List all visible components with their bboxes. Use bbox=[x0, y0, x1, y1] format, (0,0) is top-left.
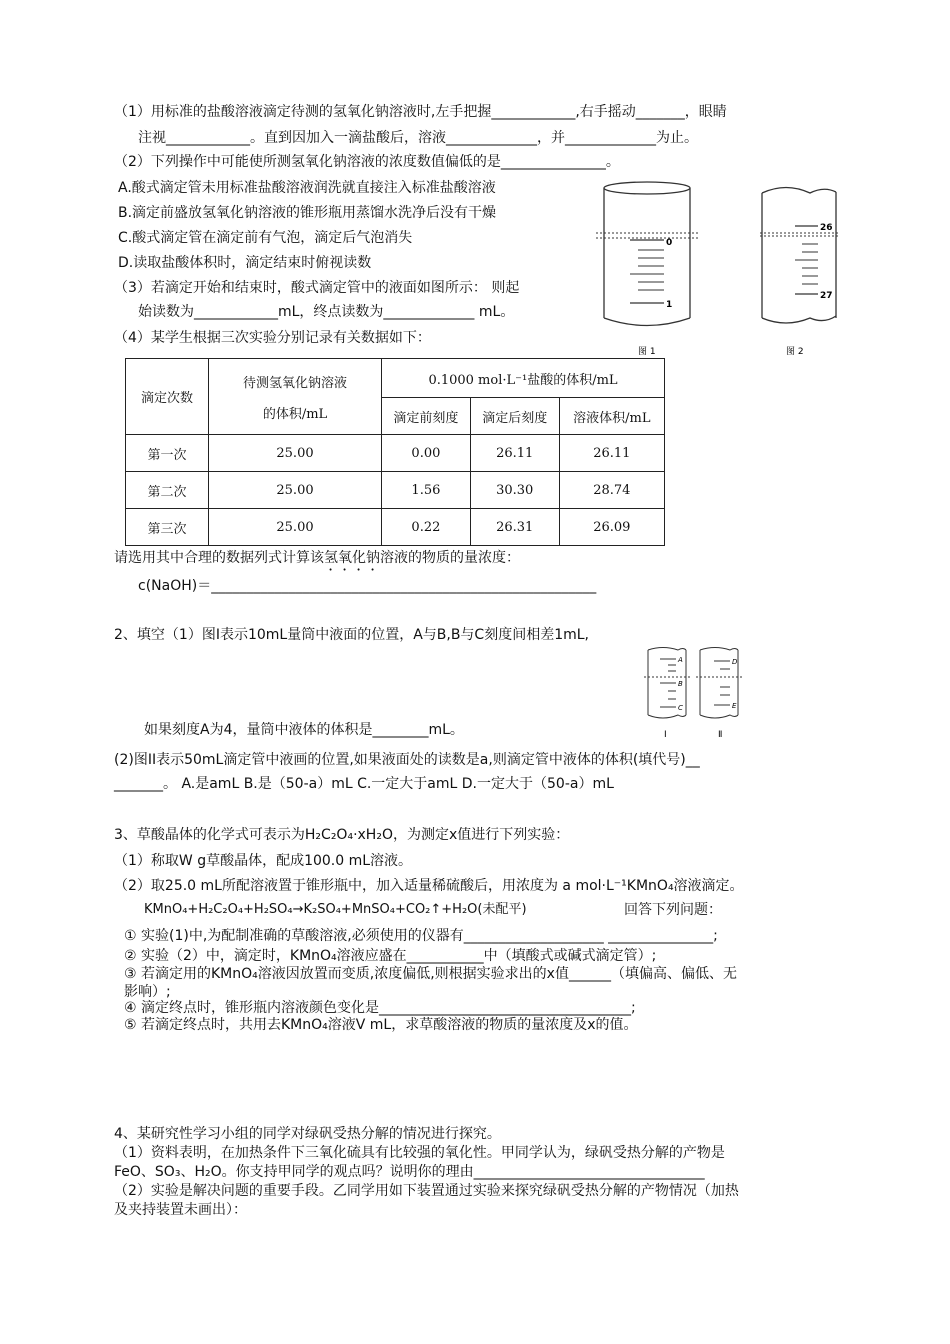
q1-line12: c(NaOH)＝_______________________________________________________ bbox=[138, 578, 597, 594]
fig2-tick-27: 27 bbox=[820, 291, 833, 301]
q2-line1: 2、填空（1）图Ⅰ表示10mL量筒中液面的位置，A与B,B与C刻度间相差1mL, bbox=[114, 627, 590, 643]
q2-line3: (2)图II表示50mL滴定管中液画的位置,如果液面处的读数是a,则滴定管中液体的体积(填代号)__ bbox=[114, 752, 700, 768]
cylinder-figures bbox=[638, 645, 748, 740]
cell-after: 26.31 bbox=[470, 509, 559, 546]
fig-I-caption: Ⅰ bbox=[664, 730, 667, 740]
q3-line1: 3、草酸晶体的化学式可表示为H₂C₂O₄·xH₂O，为测定x值进行下列实验： bbox=[114, 827, 570, 843]
fig1-tick-0: 0 bbox=[666, 238, 673, 248]
q1-line3: （2）下列操作中可能使所测氢氧化钠溶液的浓度数值偏低的是_______________。 bbox=[114, 154, 620, 170]
header-after: 滴定后刻度 bbox=[470, 398, 559, 435]
header-hcl: 0.1000 mol·L⁻¹盐酸的体积/mL bbox=[382, 359, 665, 398]
header-volume: 溶液体积/mL bbox=[559, 398, 664, 435]
table-row bbox=[126, 472, 665, 509]
fig2-caption: 图 2 bbox=[786, 347, 804, 357]
q3-item1: ① 实验(1)中,为配制准确的草酸溶液,必须使用的仪器有____________________ _______________; bbox=[124, 928, 718, 944]
q3-answer-prompt: 回答下列问题： bbox=[624, 902, 722, 918]
fig2-tick-26: 26 bbox=[820, 223, 833, 233]
q1-option-b: B.滴定前盛放氢氧化钠溶液的锥形瓶用蒸馏水洗净后没有干燥 bbox=[118, 205, 497, 221]
fig1-tick-1: 1 bbox=[666, 300, 673, 310]
bur-label-d: D bbox=[732, 658, 738, 666]
fig1-caption: 图 1 bbox=[638, 347, 656, 357]
q3-item5: ⑤ 若滴定终点时，共用去KMnO₄溶液V mL，求草酸溶液的物质的量浓度及x的值。 bbox=[124, 1017, 638, 1033]
header-naoh bbox=[209, 359, 382, 435]
q3-item4: ④ 滴定终点时，锥形瓶内溶液颜色变化是____________________________________; bbox=[124, 1000, 636, 1016]
q1-line11-emphasis: 氢氧化钠 bbox=[324, 550, 380, 566]
cell-trial: 第二次 bbox=[126, 472, 209, 509]
cell-naoh: 25.00 bbox=[209, 509, 382, 546]
q4-line3: FeO、SO₃、H₂O。你支持甲同学的观点吗？说明你的理由_________________________________ bbox=[114, 1164, 705, 1180]
header-naoh-line1: 待测氢氧化钠溶液 bbox=[242, 375, 347, 391]
q1-line10: （4）某学生根据三次实验分别记录有关数据如下： bbox=[114, 330, 431, 346]
q3-equation: KMnO₄+H₂C₂O₄+H₂SO₄→K₂SO₄+MnSO₄+CO₂↑+H₂O(未配平) bbox=[144, 902, 527, 917]
cell-after: 26.11 bbox=[470, 435, 559, 472]
cell-naoh: 25.00 bbox=[209, 435, 382, 472]
burette-figure-2 bbox=[760, 188, 838, 324]
cell-volume: 26.11 bbox=[559, 435, 664, 472]
q3-line3: （2）取25.0 mL所配溶液置于锥形瓶中，加入适量稀硫酸后，用浓度为 a mol·L⁻¹KMnO₄溶液滴定。 bbox=[114, 878, 744, 894]
cell-naoh: 25.00 bbox=[209, 472, 382, 509]
q1-line8: （3）若滴定开始和结束时，酸式滴定管中的液面如图所示： 则起 bbox=[114, 280, 520, 296]
q4-line2: （1）资料表明，在加热条件下三氧化硫具有比较强的氧化性。甲同学认为，绿矾受热分解的产物是 bbox=[114, 1145, 725, 1161]
q1-line11-a: 请选用其中合理的数据列式计算该 bbox=[114, 550, 324, 566]
cell-trial: 第一次 bbox=[126, 435, 209, 472]
q2-line2: 如果刻度A为4，量筒中液体的体积是________mL。 bbox=[144, 722, 464, 738]
burette-figure-1 bbox=[596, 182, 698, 326]
table-header-row bbox=[126, 359, 665, 398]
cyl-label-c: C bbox=[678, 704, 683, 712]
table-row bbox=[126, 435, 665, 472]
q4-line4: （2）实验是解决问题的重要手段。乙同学用如下装置通过实验来探究绿矾受热分解的产物情况（加热 bbox=[114, 1183, 739, 1199]
cell-before: 0.22 bbox=[382, 509, 471, 546]
q3-item2: ② 实验（2）中，滴定时，KMnO₄溶液应盛在___________中（填酸式或碱式滴定管）; bbox=[124, 948, 657, 964]
cell-volume: 28.74 bbox=[559, 472, 664, 509]
cell-trial: 第三次 bbox=[126, 509, 209, 546]
q1-line11 bbox=[114, 548, 520, 574]
q1-line11-c: 溶液的物质的量浓度： bbox=[380, 550, 520, 566]
q3-item3-cont: 影响）; bbox=[124, 984, 171, 1000]
q3-item3: ③ 若滴定用的KMnO₄溶液因放置而变质,浓度偏低,则根据实验求出的x值______（填偏高、偏低、无 bbox=[124, 966, 737, 982]
burette-figure-II bbox=[696, 648, 742, 719]
titration-data-table bbox=[125, 358, 665, 546]
q3-line2: （1）称取W g草酸晶体，配成100.0 mL溶液。 bbox=[114, 853, 413, 869]
table-row bbox=[126, 509, 665, 546]
q1-line2: 注视____________。直到因加入一滴盐酸后，溶液_____________，并_____________为止。 bbox=[138, 130, 698, 146]
burette-figures bbox=[590, 178, 840, 368]
cylinder-figure-I bbox=[644, 648, 690, 719]
q1-option-a: A.酸式滴定管未用标准盐酸溶液润洗就直接注入标准盐酸溶液 bbox=[118, 180, 496, 196]
q2-line4: _______。 A.是amL B.是（50-a）mL C.一定大于amL D.一定大于（50-a）mL bbox=[114, 776, 614, 792]
q1-line1: （1）用标准的盐酸溶液滴定待测的氢氧化钠溶液时,左手把握____________,右手摇动_______，眼睛 bbox=[114, 104, 727, 120]
cyl-label-a: A bbox=[678, 656, 683, 664]
q4-line5: 及夹持装置未画出）： bbox=[114, 1202, 247, 1218]
cell-after: 30.30 bbox=[470, 472, 559, 509]
header-before: 滴定前刻度 bbox=[382, 398, 471, 435]
cell-before: 0.00 bbox=[382, 435, 471, 472]
bur-label-e: E bbox=[732, 702, 737, 710]
cyl-label-b: B bbox=[678, 680, 683, 688]
cell-volume: 26.09 bbox=[559, 509, 664, 546]
q1-line9: 始读数为____________mL，终点读数为_____________ mL。 bbox=[138, 304, 515, 320]
header-trial: 滴定次数 bbox=[126, 359, 209, 435]
q1-option-c: C.酸式滴定管在滴定前有气泡，滴定后气泡消失 bbox=[118, 230, 413, 246]
q1-option-d: D.读取盐酸体积时，滴定结束时俯视读数 bbox=[118, 255, 372, 271]
q4-line1: 4、某研究性学习小组的同学对绿矾受热分解的情况进行探究。 bbox=[114, 1126, 501, 1142]
header-naoh-line2: 的体积/mL bbox=[262, 406, 328, 422]
cell-before: 1.56 bbox=[382, 472, 471, 509]
fig-II-caption: Ⅱ bbox=[718, 730, 723, 740]
